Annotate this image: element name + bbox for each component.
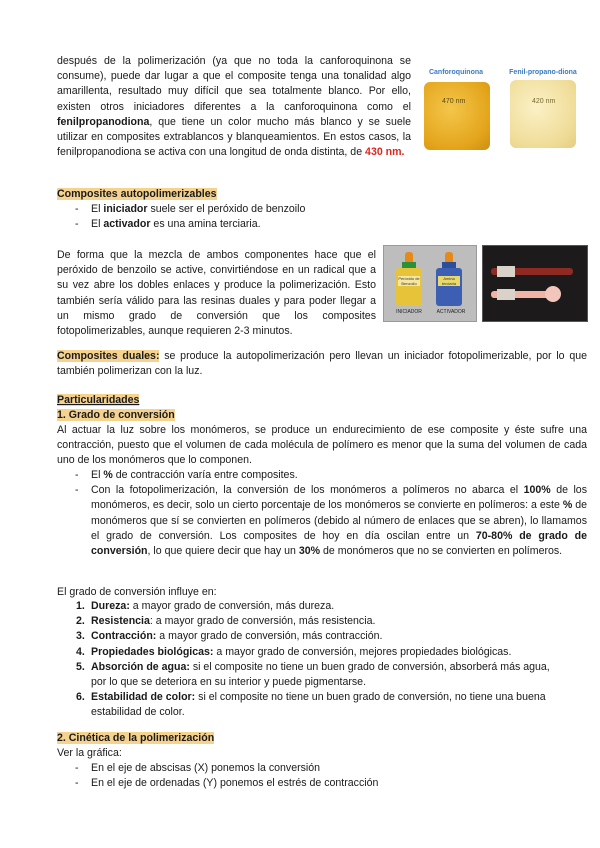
list-item: 5. Absorción de agua: si el composite no tiene un buen grado de conversión, absorberá más agua, por lo que se deteriora en su interior y puede pigmentarse. (76, 660, 550, 689)
intro-paragraph: después de la polimerización (ya que no toda la canforoquinona se consume), puede dar lugar a que el composite tenga una tonalidad algo amarillenta, resultado muy difícil que sea totalmente blanco. Por ello, existen otros iniciadores diferentes a la canforoquinona como el fenilpropanodiona, que tiene un color mucho más blanco y se suele utilizar en composites extrablancos y blanqueamientos. En estos casos, la fenilpropanodiona se activa con una longitud de onda distinta, de 430 nm. (57, 55, 411, 159)
list-item: 3. Contracción: a mayor grado de conversión, más contracción. (76, 630, 383, 643)
list-item: 2. Resistencia: a mayor grado de conversión, más resistencia. (76, 615, 376, 628)
activador-caption: ACTIVADOR (436, 309, 466, 315)
activador-bottle (434, 252, 464, 308)
list-item: 1. Dureza: a mayor grado de conversión, más dureza. (76, 600, 335, 612)
canforoquinona-caption: 470 nm (442, 98, 466, 105)
grado-conversion-heading: 1. Grado de conversión (57, 409, 175, 421)
initiators-figure (416, 68, 586, 152)
grado-conversion-paragraph: Al actuar la luz sobre los monómeros, se produce un endurecimiento de ese composite y éste sufre una contracción, puesto que el volumen de cada molécula de polímero es menor que la suma del volumen de cada uno de los monómeros que lo componen. (57, 424, 587, 467)
iniciador-caption: INICIADOR (396, 309, 422, 315)
list-item: 6. Estabilidad de color: si el composite no tiene un buen grado de conversión, no tiene una buena estabilidad de color. (76, 691, 546, 719)
list-item: - En el eje de ordenadas (Y) ponemos el estrés de contracción (57, 776, 557, 791)
iniciador-bottle (394, 252, 424, 308)
autopolimerizables-heading: Composites autopolimerizables (57, 188, 217, 200)
canforoquinona-label: Canforoquinona (428, 69, 484, 76)
list-item: - El iniciador suele ser el peróxido de benzoilo (57, 202, 557, 217)
grado-conversion-list (57, 468, 587, 559)
list-item: - Con la fotopolimerización, la conversión de los monómeros a polímeros no abarca el 100% de los monómeros, es decir, solo un cierto porcentaje de los monómeros se convierte en polímeros: a este % de monómeros que sí se convierten en polímeros (debido al número de enlaces que se abren), lo llamamos el grado de conversión. Los composites de hoy en día oscilan entre un 70-80% de grado de conversión, lo que quiere decir que hay un 30% de monómeros que no se convierten en polímeros. (57, 483, 587, 559)
duales-paragraph: Composites duales: se produce la autopolimerización pero llevan un iniciador fotopolimerizable, por lo que también polimerizan con la luz. (57, 350, 587, 378)
duales-heading: Composites duales: (57, 350, 160, 362)
list-item: - En el eje de abscisas (X) ponemos la conversión (57, 761, 557, 776)
axes-list (57, 761, 557, 791)
autopolimerizables-list (57, 202, 557, 232)
cinetica-heading: 2. Cinética de la polimerización (57, 732, 215, 744)
fenilpropanodiona-caption: 420 nm (532, 98, 556, 105)
influence-list (57, 599, 557, 721)
fenilpropanodiona-term: fenilpropanodiona (57, 115, 150, 128)
syringes-image (482, 245, 588, 322)
wavelength-value: 430 nm. (365, 146, 405, 159)
list-item: - El % de contracción varía entre composites. (57, 468, 587, 483)
bottles-figure (383, 245, 477, 322)
ver-grafica-text: Ver la gráfica: (57, 747, 122, 759)
list-item: - El activador es una amina terciaria. (57, 217, 557, 232)
activador-bottle-label: Amina terciaria (438, 276, 460, 286)
list-item: 4. Propiedades biológicas: a mayor grado de conversión, mejores propiedades biológicas. (76, 645, 512, 658)
autopolimerizables-paragraph: De forma que la mezcla de ambos componentes hace que el peróxido de benzoilo se active, convirtiéndose en un radical que a su vez abre los dobles enlaces y produce la polimerización. Esto también sería válido para las resinas duales y para poder llegar a un mismo grado de conversión que los composites fotopolimerizables, aunque requieren 2-3 minutos. (57, 249, 376, 338)
iniciador-bottle-label: Peróxido de Benzoilo (398, 276, 420, 286)
influye-text: El grado de conversión influye en: (57, 586, 217, 598)
fenil-propano-diona-label: Fenil-propano-diona (509, 69, 577, 76)
particularidades-heading: Particularidades (57, 394, 140, 406)
canforoquinona-powder-image (424, 82, 490, 150)
fenilpropanodiona-powder-image (510, 80, 576, 148)
